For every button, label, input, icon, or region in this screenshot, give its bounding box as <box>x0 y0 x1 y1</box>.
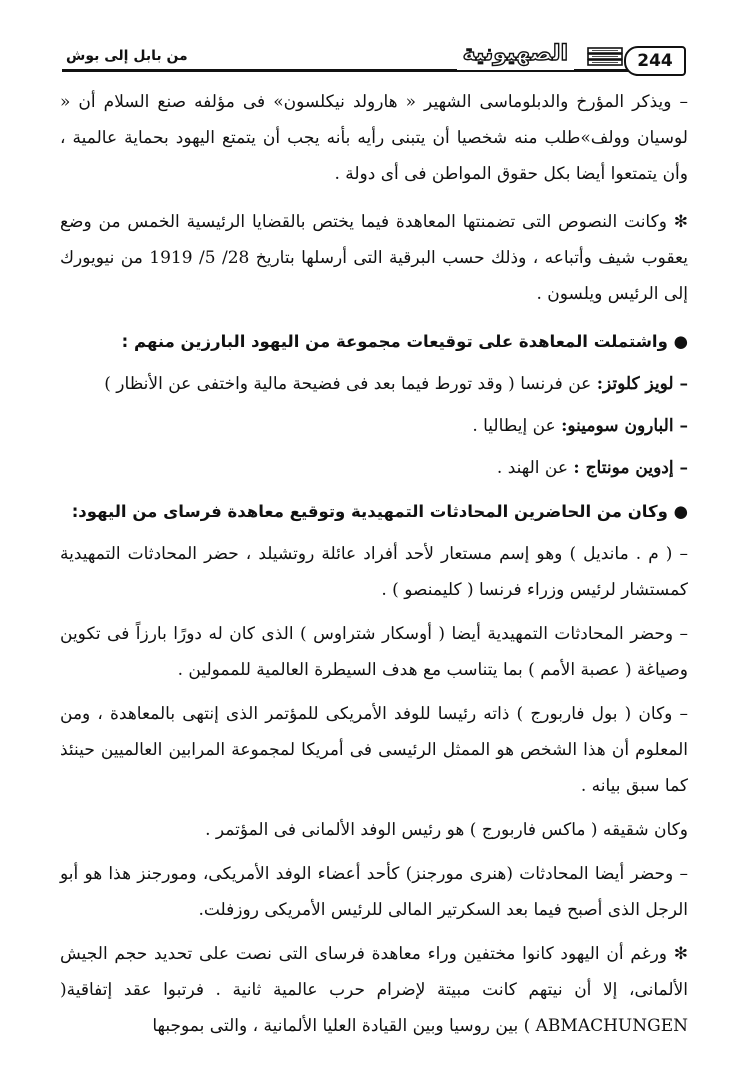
signatory-name: – إدوين مونتاج : <box>573 458 688 478</box>
book-stack-icon <box>586 44 624 70</box>
signatory-item <box>60 408 688 444</box>
signatory-item <box>60 366 688 402</box>
book-subtitle: من بابل إلى بوش <box>62 44 192 68</box>
paragraph-max-warburg: وكان شقيقه ( ماكس فاربورج ) هو رئيس الوفد الألمانى فى المؤتمر . <box>205 820 688 840</box>
paragraph-mandel: – ( م . مانديل ) وهو إسم مستعار لأحد أفراد عائلة روتشيلد ، حضر المحادثات التمهيدية كمستشار لرئيس وزراء فرنسا ( كليمنصو ) . <box>60 544 688 600</box>
paragraph-paul-warburg: – وكان ( بول فاربورج ) ذاته رئيسا للوفد الأمريكى للمؤتمر الذى إنتهى بالمعاهدة ، ومن المعلوم أن هذا الشخص هو الممثل الرئيسى فى أمريكا لمجموعة المرابين العالميين حينئذ كما سبق بيانه . <box>60 704 688 796</box>
page-body <box>60 84 688 1052</box>
paragraph-schiff: ✻ وكانت النصوص التى تضمنتها المعاهدة فيما يختص بالقضايا الرئيسية الخمس من وضع يعقوب شيف وأتباعه ، وذلك حسب البرقية التى أرسلها بتاريخ 28/ 5/ 1919 من نيويورك إلى الرئيس ويلسون . <box>60 212 688 304</box>
paragraph-versailles: ✻ ورغم أن اليهود كانوا مختفين وراء معاهدة فرساى التى نصت على تحديد حجم الجيش الألمانى، إلا أن نيتهم كانت مبيتة لإضرام حرب عالمية ثانية . فرتبوا عقد إتفاقية( ABMACHUNGEN ) بين روسيا وبين القيادة العليا الألمانية ، والتى بموجبها <box>60 944 688 1036</box>
signatory-detail: عن الهند . <box>496 458 574 478</box>
signatory-name: – لويز كلوتز: <box>596 374 688 394</box>
book-title: الصهيونية <box>457 38 574 70</box>
paragraph-morgenthau: – وحضر أيضا المحادثات (هنرى مورجنز) كأحد أعضاء الوفد الأمريكى، ومورجنز هذا هو أبو الرجل الذى أصبح فيما بعد السكرتير المالى للرئيس الأمريكى روزفلت. <box>60 864 688 920</box>
signatory-name: – البارون سومينو: <box>561 416 688 436</box>
signatory-detail: عن إيطاليا . <box>472 416 562 436</box>
signatory-item <box>60 450 688 486</box>
paragraph-nicolson: – ويذكر المؤرخ والدبلوماسى الشهير « هارولد نيكلسون» فى مؤلفه صنع السلام أن « لوسيان وولف»طلب منه شخصيا أن يتبنى رأيه بأنه يجب أن يتمتع اليهود بحماية عالمية ، وأن يتمتعوا أيضا بكل حقوق المواطن فى أى دولة . <box>60 92 688 184</box>
page-header <box>62 38 686 78</box>
page-number: 244 <box>624 46 686 76</box>
signatory-detail: عن فرنسا ( وقد تورط فيما بعد فى فضيحة مالية واختفى عن الأنظار ) <box>104 374 597 394</box>
paragraph-strauss: – وحضر المحادثات التمهيدية أيضا ( أوسكار شتراوس ) الذى كان له دورًا بارزاً فى تكوين وصياغة ( عصبة الأمم ) بما يتناسب مع هدف السيطرة العالمية للممولين . <box>60 624 688 680</box>
heading-signatories: ● واشتملت المعاهدة على توقيعات مجموعة من اليهود البارزين منهم : <box>121 332 688 351</box>
heading-attendees: ● وكان من الحاضرين المحادثات التمهيدية وتوقيع معاهدة فرساى من اليهود: <box>71 502 688 521</box>
